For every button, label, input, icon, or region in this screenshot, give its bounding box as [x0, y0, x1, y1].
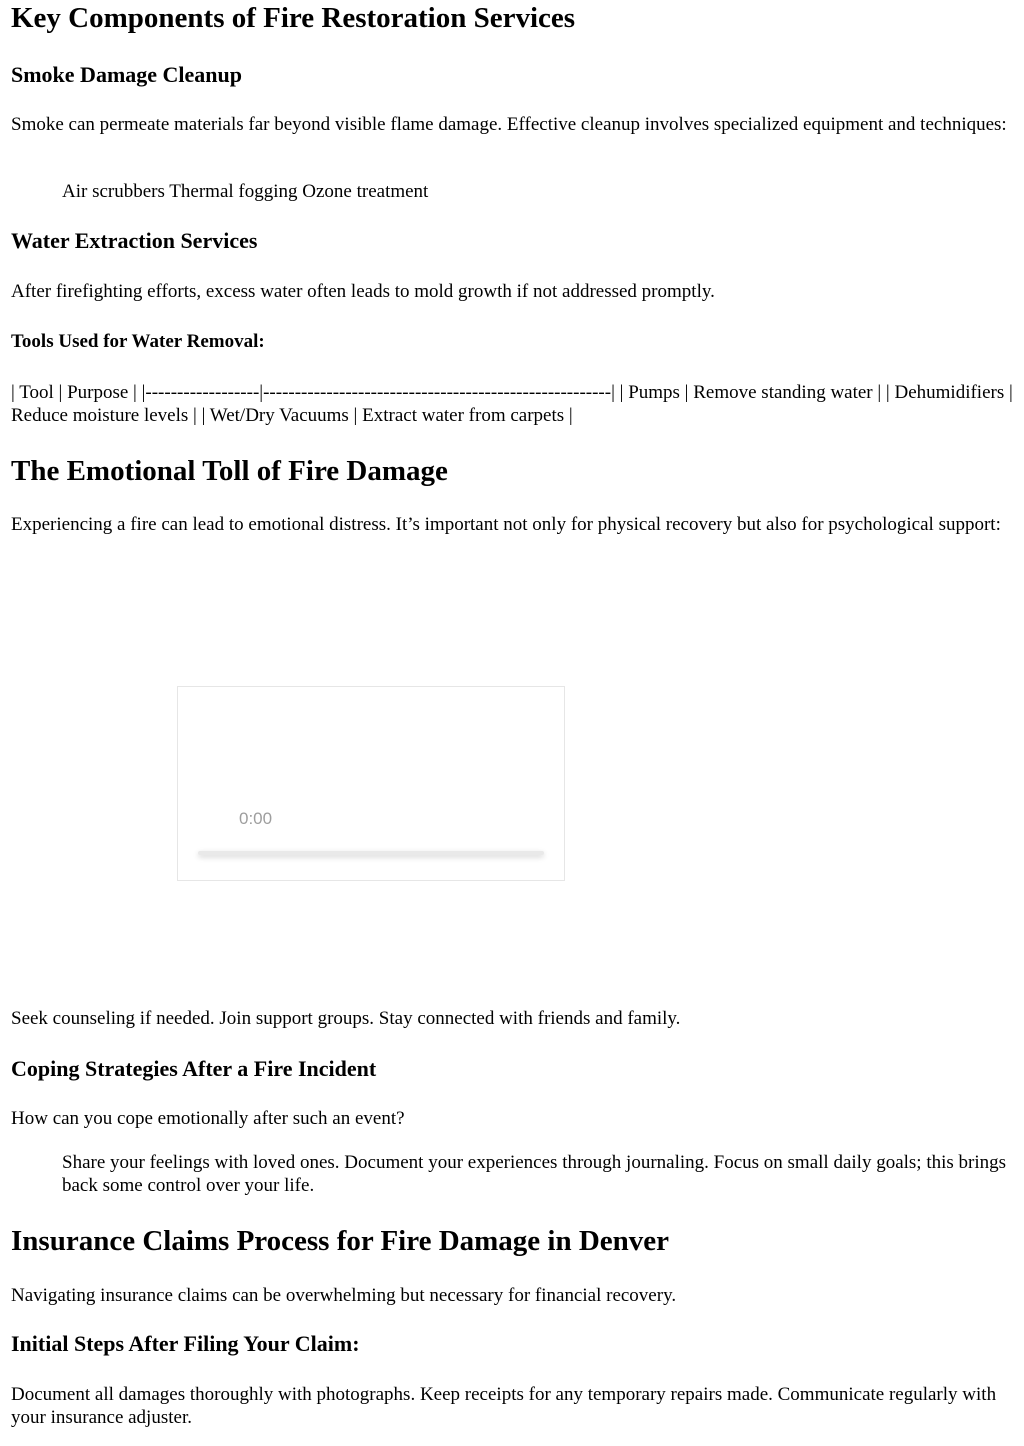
- paragraph-coping: How can you cope emotionally after such an event?: [11, 1108, 405, 1129]
- list-coping-strategies: Share your feelings with loved ones. Document your experiences through journaling. Focus on small daily goals; this brings back some control over your life.: [62, 1152, 1007, 1196]
- tools-table-text: | Tool | Purpose | |------------------|-------------------------------------------------------| | Pumps | Remove standing water | | Dehumidifiers | Reduce moisture levels | | Wet/Dry Vacuums | Extract water from carpets |: [11, 382, 1013, 426]
- list-smoke-techniques: Air scrubbers Thermal fogging Ozone treatment: [62, 181, 429, 202]
- paragraph-insurance: Navigating insurance claims can be overwhelming but necessary for financial recovery.: [11, 1285, 677, 1306]
- heading-smoke-damage: Smoke Damage Cleanup: [11, 62, 243, 87]
- heading-key-components: Key Components of Fire Restoration Services: [11, 2, 576, 34]
- audio-player[interactable]: [177, 686, 565, 881]
- paragraph-smoke: Smoke can permeate materials far beyond visible flame damage. Effective cleanup involves specialized equipment and techniques:: [11, 114, 1007, 135]
- heading-insurance: Insurance Claims Process for Fire Damage in Denver: [11, 1225, 670, 1257]
- player-progress-bar[interactable]: [198, 851, 544, 855]
- player-time: 0:00: [239, 809, 273, 828]
- heading-tools: Tools Used for Water Removal:: [11, 331, 265, 352]
- paragraph-support: Seek counseling if needed. Join support groups. Stay connected with friends and family.: [11, 1008, 681, 1029]
- paragraph-initial-steps: Document all damages thoroughly with photographs. Keep receipts for any temporary repairs made. Communicate regularly with your insurance adjuster.: [11, 1384, 997, 1428]
- heading-emotional-toll: The Emotional Toll of Fire Damage: [11, 455, 448, 487]
- paragraph-water: After firefighting efforts, excess water often leads to mold growth if not addressed promptly.: [11, 281, 715, 302]
- heading-coping: Coping Strategies After a Fire Incident: [11, 1056, 377, 1081]
- paragraph-emotional: Experiencing a fire can lead to emotional distress. It’s important not only for physical recovery but also for psychological support:: [11, 514, 1001, 535]
- heading-initial-steps: Initial Steps After Filing Your Claim:: [11, 1331, 360, 1356]
- heading-water-extraction: Water Extraction Services: [11, 228, 258, 253]
